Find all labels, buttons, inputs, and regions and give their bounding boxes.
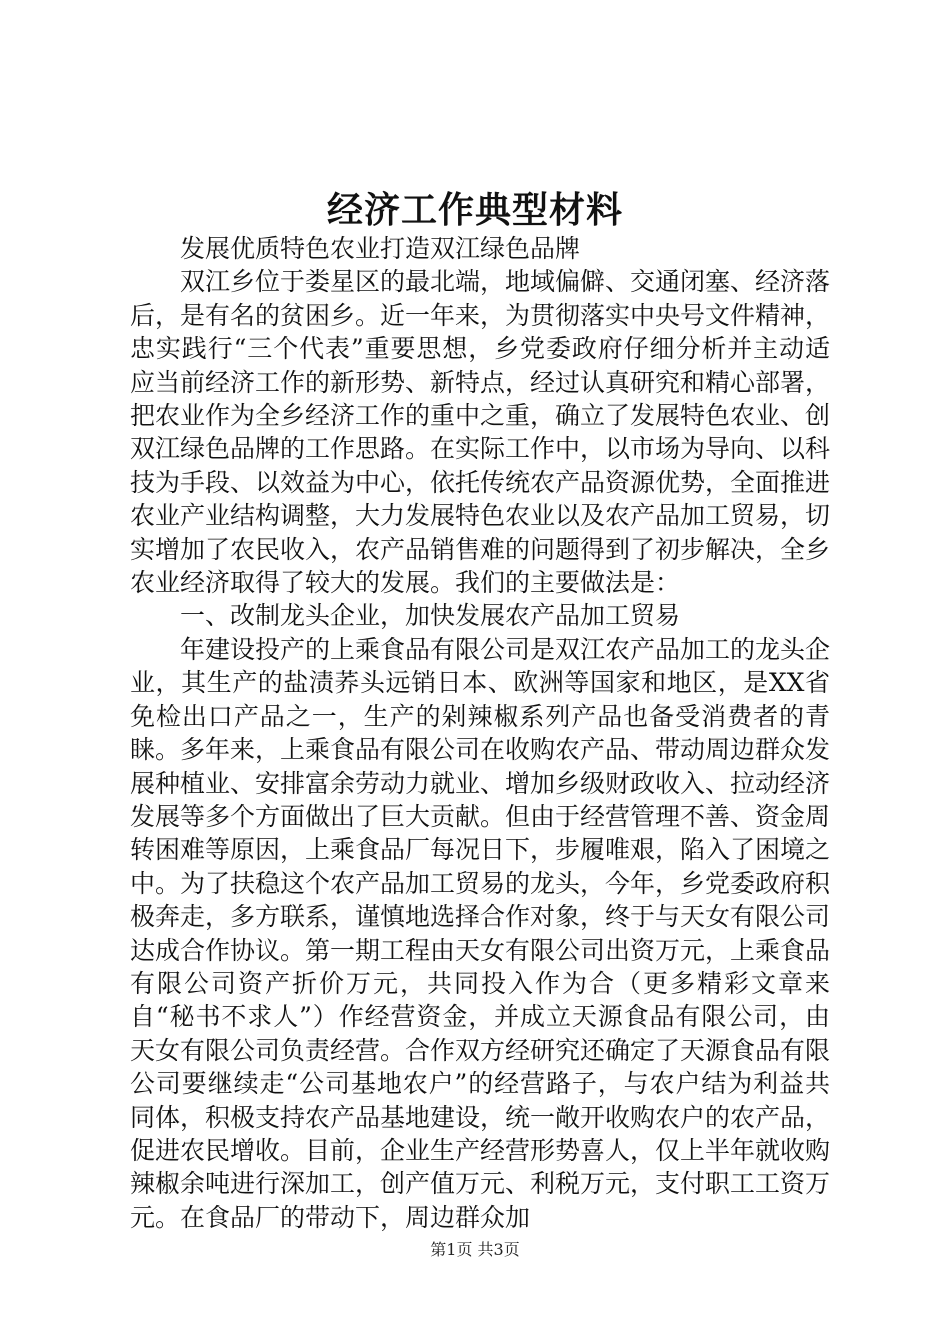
intro-paragraph: 双江乡位于娄星区的最北端，地域偏僻、交通闭塞、经济落后，是有名的贫困乡。近一年来，为贯彻落实中央号文件精神，忠实践行“三个代表”重要思想，乡党委政府仔细分析并主动适应当前经济工作的新形势、新特点，经过认真研究和精心部署，把农业作为全乡经济工作的重中之重，确立了发展特色农业、创双江绿色品牌的工作思路。在实际工作中，以市场为导向、以科技为手段、以效益为中心，依托传统农产品资源优势，全面推进农业产业结构调整，大力发展特色农业以及农产品加工贸易，切实增加了农民收入，农产品销售难的问题得到了初步解决，全乡农业经济取得了较大的发展。我们的主要做法是： xyxy=(130,267,831,598)
section-paragraph: 年建设投产的上乘食品有限公司是双江农产品加工的龙头企业，其生产的盐渍荞头远销日本、欧洲等国家和地区，是XX省免检出口产品之一，生产的剁辣椒系列产品也备受消费者的青睐。多年来，上乘食品有限公司在收购农产品、带动周边群众发展种植业、安排富余劳动力就业、增加乡级财政收入、拉动经济发展等多个方面做出了巨大贡献。但由于经营管理不善、资金周转困难等原因，上乘食品厂每况日下，步履唯艰，陷入了困境之中。为了扶稳这个农产品加工贸易的龙头，今年，乡党委政府积极奔走，多方联系，谨慎地选择合作对象，终于与天女有限公司达成合作协议。第一期工程由天女有限公司出资万元，上乘食品有限公司资产折价万元，共同投入作为合（更多精彩文章来自“秘书不求人”）作经营资金，并成立天源食品有限公司，由天女有限公司负责经营。合作双方经研究还确定了天源食品有限公司要继续走“公司基地农户”的经营路子，与农户结为利益共同体，积极支持农产品基地建设，统一敞开收购农户的农产品，促进农民增收。目前，企业生产经营形势喜人，仅上半年就收购辣椒余吨进行深加工，创产值万元、利税万元，支付职工工资万元。在食品厂的带动下，周边群众加 xyxy=(130,634,831,1232)
page-number-footer: 第1页 共3页 xyxy=(430,1240,520,1259)
document-title: 经济工作典型材料 xyxy=(326,189,623,231)
subtitle-paragraph: 发展优质特色农业打造双江绿色品牌 xyxy=(180,234,581,263)
section-heading: 一、改制龙头企业，加快发展农产品加工贸易 xyxy=(180,601,681,631)
document-body xyxy=(130,232,830,1234)
